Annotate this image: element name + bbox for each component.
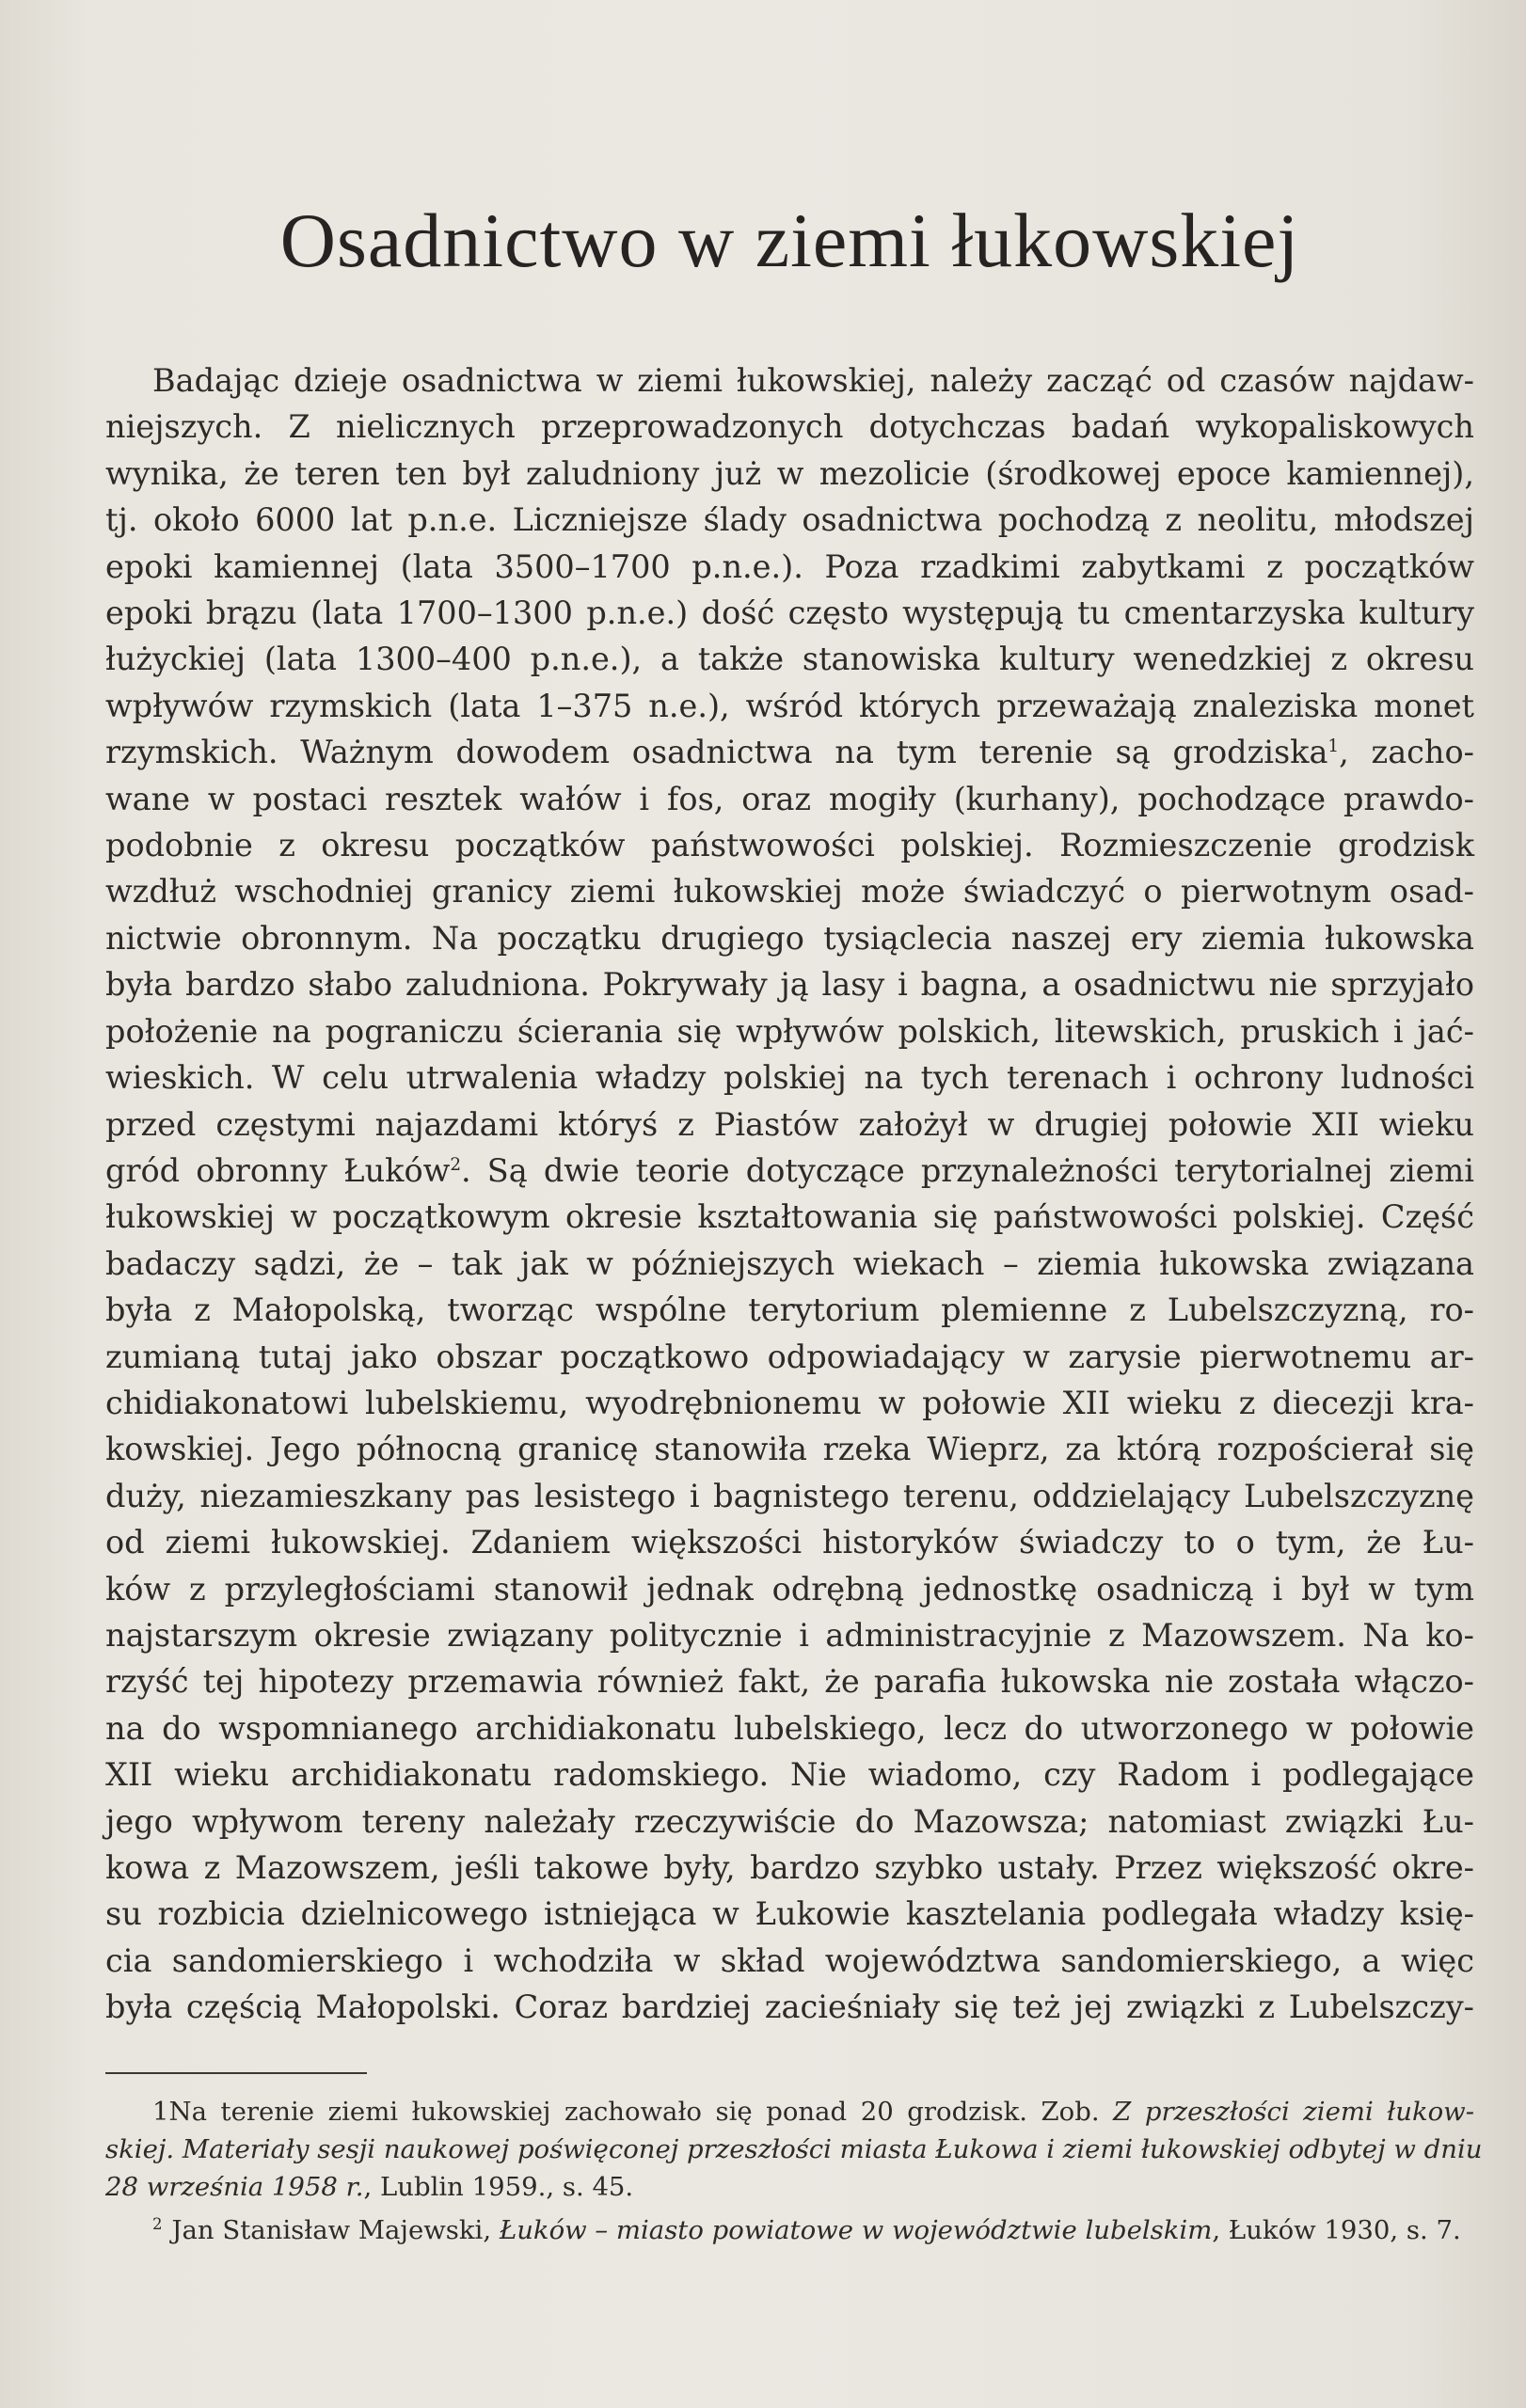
- body-line: wane w postaci resztek wałów i fos, oraz mogiły (kurhany), pochodzące prawdo-: [105, 780, 1474, 817]
- body-line: su rozbicia dzielnicowego istniejąca w Łukowie kasztelania podlegała władzy księ-: [105, 1895, 1474, 1933]
- body-line: podobnie z okresu początków państwowości polskiej. Rozmieszczenie grodzisk: [105, 827, 1474, 864]
- body-line: kowa z Mazowszem, jeśli takowe były, bardzo szybko ustały. Przez większość okre-: [105, 1849, 1474, 1886]
- body-line: duży, niezamieszkany pas lesistego i bagnistego terenu, oddzielający Lubelszczyznę: [105, 1477, 1474, 1514]
- footnote-citation-title: 28 września 1958 r.: [105, 2171, 364, 2202]
- body-line-text: rzymskich. Ważnym dowodem osadnictwa na tym terenie są grodziska: [105, 734, 1328, 771]
- footnote-1: [105, 2093, 1474, 2131]
- body-line: przed częstymi najazdami któryś z Piastów założył w drugiej połowie XII wieku: [105, 1105, 1474, 1143]
- footnote-1-cont: [105, 2131, 1483, 2168]
- body-line: rzyść tej hipotezy przemawia również fakt, że parafia łukowska nie została włączo-: [105, 1663, 1474, 1701]
- body-line-text: . Są dwie teorie dotyczące przynależności terytorialnej ziemi: [461, 1151, 1474, 1189]
- footnote-citation-title: skiej. Materiały sesji naukowej poświęconej przeszłości miasta Łukowa i ziemi łukowskiej odbytej w dniu: [105, 2133, 1483, 2164]
- footnote-number: 2: [152, 2214, 163, 2233]
- body-text: [105, 357, 1474, 2031]
- body-line: na do wspomnianego archidiakonatu lubelskiego, lecz do utworzonego w połowie: [105, 1709, 1474, 1747]
- body-line: [105, 1148, 1474, 1194]
- footnote-ref-2[interactable]: 2: [450, 1154, 462, 1175]
- body-line-text: gród obronny Łuków: [105, 1151, 451, 1189]
- body-line: była z Małopolską, tworząc wspólne terytorium plemienne z Lubelszczyzną, ro-: [105, 1291, 1474, 1329]
- body-line: zumianą tutaj jako obszar początkowo odpowiadający w zarysie pierwotnemu ar-: [105, 1338, 1474, 1375]
- body-line: kowskiej. Jego północną granicę stanowiła rzeka Wieprz, za którą rozpościerał się: [105, 1431, 1474, 1468]
- footnote-citation-title: Łuków – miasto powiatowe w województwie lubelskim: [499, 2214, 1213, 2245]
- footnote-number: 1: [152, 2096, 169, 2127]
- body-line: wzdłuż wschodniej granicy ziemi łukowskiej może świadczyć o pierwotnym osad-: [105, 873, 1474, 911]
- body-line: nictwie obronnym. Na początku drugiego tysiąclecia naszej ery ziemia łukowska: [105, 919, 1474, 957]
- body-line: ków z przyległościami stanowił jednak odrębną jednostkę osadniczą i był w tym: [105, 1570, 1474, 1608]
- footnote-1-end: [105, 2168, 1474, 2206]
- footnote-text: Na terenie ziemi łukowskiej zachowało się ponad 20 grodzisk. Zob.: [168, 2096, 1100, 2127]
- body-line: epoki kamiennej (lata 3500–1700 p.n.e.). Poza rzadkimi zabytkami z początków: [105, 547, 1474, 585]
- body-line: wynika, że teren ten był zaludniony już w mezolicie (środkowej epoce kamiennej),: [105, 454, 1474, 492]
- body-line: Badając dzieje osadnictwa w ziemi łukowskiej, należy zacząć od czasów najdaw-: [152, 362, 1474, 399]
- footnote-text: , Lublin 1959., s. 45.: [363, 2171, 634, 2202]
- body-line: była częścią Małopolski. Coraz bardziej zacieśniały się też jej związki z Lubelszczy-: [105, 1988, 1474, 2026]
- footnotes: [105, 2093, 1483, 2249]
- body-line: łukowskiej w początkowym okresie kształtowania się państwowości polskiej. Część: [105, 1198, 1474, 1236]
- body-line: chidiakonatowi lubelskiemu, wyodrębnionemu w połowie XII wieku z diecezji kra-: [105, 1384, 1474, 1421]
- body-line: od ziemi łukowskiej. Zdaniem większości historyków świadczy to o tym, że Łu-: [105, 1524, 1474, 1561]
- footnote-ref-1[interactable]: 1: [1327, 737, 1340, 757]
- body-line: epoki brązu (lata 1700–1300 p.n.e.) dość często występują tu cmentarzyska kultury: [105, 594, 1474, 632]
- body-line: XII wieku archidiakonatu radomskiego. Nie wiadomo, czy Radom i podlegające: [105, 1756, 1474, 1794]
- book-page: [105, 184, 1483, 2249]
- body-line: była bardzo słabo zaludniona. Pokrywały ją lasy i bagna, a osadnictwu nie sprzyjało: [105, 966, 1474, 1004]
- body-line-text: , zacho-: [1339, 734, 1474, 771]
- body-line: łużyckiej (lata 1300–400 p.n.e.), a także stanowiska kultury wenedzkiej z okresu: [105, 641, 1474, 678]
- body-line: niejszych. Z nielicznych przeprowadzonych dotychczas badań wykopaliskowych: [105, 408, 1474, 446]
- body-line: jego wpływom tereny należały rzeczywiście do Mazowsza; natomiast związki Łu-: [105, 1802, 1474, 1840]
- footnote-2: [105, 2206, 1474, 2249]
- chapter-title: Osadnictwo w ziemi łukowskiej: [279, 198, 1300, 283]
- body-line: badaczy sądzi, że – tak jak w późniejszych wiekach – ziemia łukowska związana: [105, 1244, 1474, 1282]
- footnote-text: , Łuków 1930, s. 7.: [1212, 2214, 1461, 2245]
- footnote-citation-title: Z przeszłości ziemi łukow-: [1113, 2096, 1474, 2127]
- body-line: cia sandomierskiego i wchodziła w skład województwa sandomierskiego, a więc: [105, 1941, 1474, 1979]
- body-line: wpływów rzymskich (lata 1–375 n.e.), wśród których przeważają znaleziska monet: [105, 687, 1474, 724]
- body-line: najstarszym okresie związany politycznie i administracyjnie z Mazowszem. Na ko-: [105, 1616, 1474, 1654]
- body-line: [105, 729, 1474, 775]
- body-line: położenie na pograniczu ścierania się wpływów polskich, litewskich, pruskich i jać-: [105, 1012, 1474, 1050]
- footnote-text: Jan Stanisław Majewski,: [171, 2214, 492, 2245]
- body-line: tj. około 6000 lat p.n.e. Liczniejsze ślady osadnictwa pochodzą z neolitu, młodszej: [105, 501, 1474, 539]
- footnote-divider: [105, 2072, 367, 2074]
- body-line: wieskich. W celu utrwalenia władzy polskiej na tych terenach i ochrony ludności: [105, 1059, 1474, 1097]
